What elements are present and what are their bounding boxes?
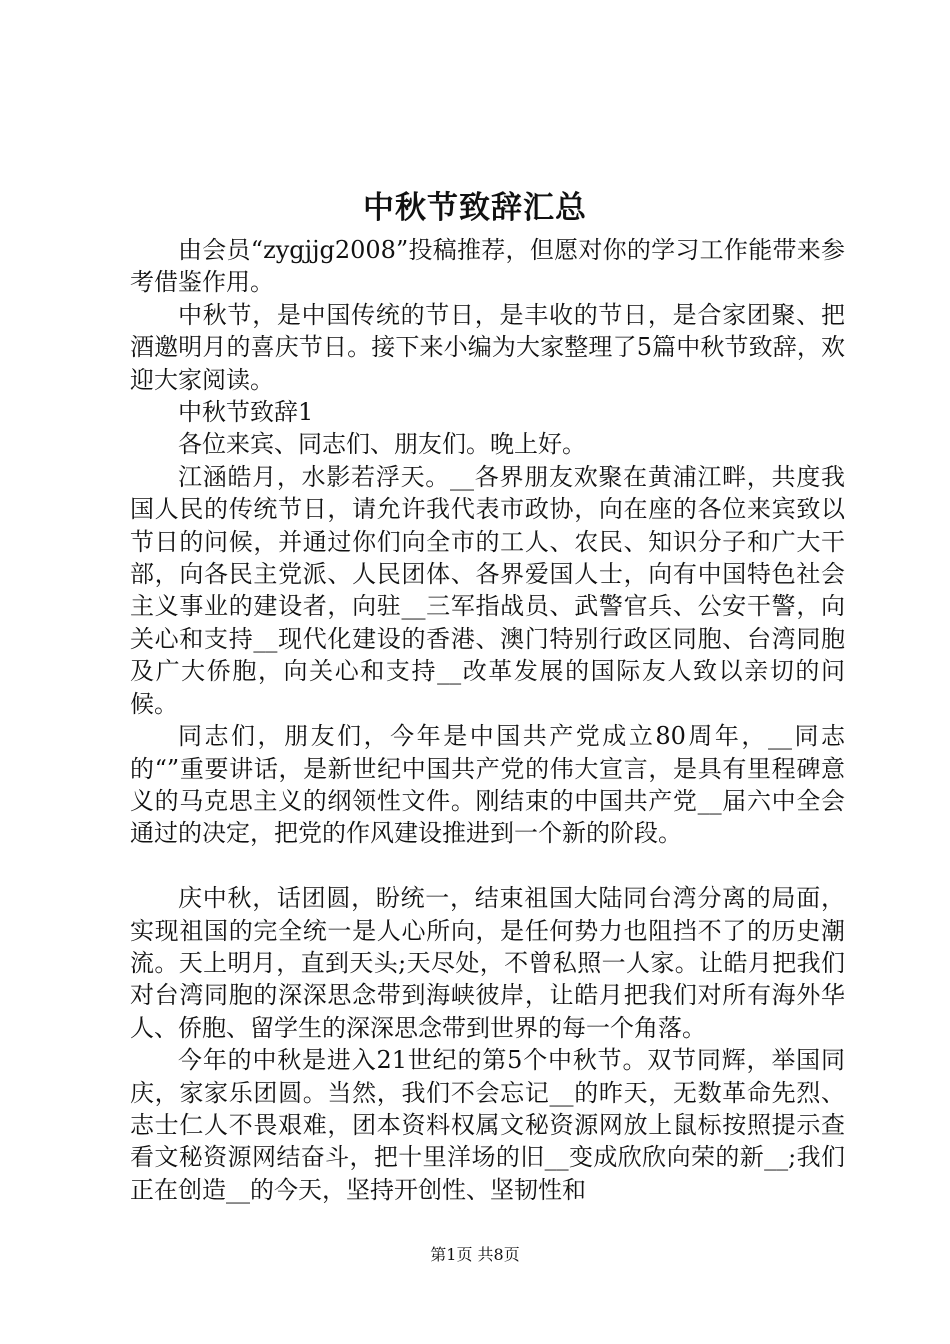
page-footer: 第1页 共8页	[430, 1245, 520, 1264]
paragraph-spacer	[130, 850, 845, 882]
document-title: 中秋节致辞汇总	[363, 190, 587, 226]
section-heading: 中秋节致辞1	[178, 398, 314, 427]
paragraph-body: 庆中秋，话团圆，盼统一，结束祖国大陆同台湾分离的局面，实现祖国的完全统一是人心所向，是任何势力也阻挡不了的历史潮流。天上明月，直到天头;天尽处，不曾私照一人家。让皓月把我们对台湾同胞的深深思念带到海峡彼岸，让皓月把我们对所有海外华人、侨胞、留学生的深深思念带到世界的每一个角落。	[130, 884, 845, 1042]
paragraph-body: 同志们，朋友们，今年是中国共产党成立80周年，__同志的“”重要讲话，是新世纪中国共产党的伟大宣言，是具有里程碑意义的马克思主义的纲领性文件。刚结束的中国共产党__届六中全会通过的决定，把党的作风建设推进到一个新的阶段。	[130, 722, 845, 848]
document-body	[130, 234, 845, 1206]
paragraph-body: 江涵皓月，水影若浮天。__各界朋友欢聚在黄浦江畔，共度我国人民的传统节日，请允许我代表市政协，向在座的各位来宾致以节日的问候，并通过你们向全市的工人、农民、知识分子和广大干部，向各民主党派、人民团体、各界爱国人士，向有中国特色社会主义事业的建设者，向驻__三军指战员、武警官兵、公安干警，向关心和支持__现代化建设的香港、澳门特别行政区同胞、台湾同胞及广大侨胞，向关心和支持__改革发展的国际友人致以亲切的问候。	[130, 462, 845, 718]
paragraph-body: 今年的中秋是进入21世纪的第5个中秋节。双节同辉，举国同庆，家家乐团圆。当然，我们不会忘记__的昨天，无数革命先烈、志士仁人不畏艰难，团本资料权属文秘资源网放上鼠标按照提示查看文秘资源网结奋斗，把十里洋场的旧__变成欣欣向荣的新__;我们正在创造__的今天，坚持开创性、坚韧性和	[130, 1046, 845, 1204]
paragraph-summary: 中秋节，是中国传统的节日，是丰收的节日，是合家团聚、把酒邀明月的喜庆节日。接下来小编为大家整理了5篇中秋节致辞，欢迎大家阅读。	[130, 300, 845, 394]
paragraph-greeting: 各位来宾、同志们、朋友们。晚上好。	[178, 430, 586, 459]
paragraph-intro: 由会员“zygjjg2008”投稿推荐，但愿对你的学习工作能带来参考借鉴作用。	[130, 236, 845, 297]
